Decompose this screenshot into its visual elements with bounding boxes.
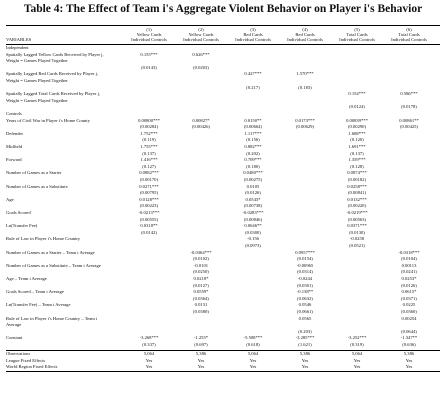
table-cell: (0.0130) [349, 229, 365, 235]
table-cell: 0.0546 [298, 302, 312, 308]
column-header-l1: Red Cards [295, 32, 315, 37]
table-row [6, 184, 440, 191]
table-cell: 0.709*** [244, 157, 262, 163]
table-cell: (0.00563) [348, 216, 366, 222]
table-cell: (0.0124) [349, 104, 365, 110]
table-cell: (0.0644) [401, 328, 417, 334]
table-cell: Yes [249, 357, 257, 363]
table-cell: (0.0364) [193, 295, 209, 301]
table-row [6, 276, 440, 283]
table-cell: 5,386 [299, 351, 311, 357]
table-cell: (0.0661) [297, 309, 313, 314]
table-cell: 0.0105 [246, 183, 260, 189]
top-rule [6, 25, 440, 26]
column-header-l2: Individual Controls [287, 37, 323, 42]
table-row [6, 98, 440, 105]
table-cell: (0.120) [350, 137, 364, 143]
table-cell: -0.138** [296, 289, 314, 295]
table-row [6, 111, 440, 118]
table-row [6, 351, 440, 358]
table-cell: (0.156) [246, 137, 260, 143]
table-cell: Yes [145, 364, 153, 370]
table-row [6, 137, 440, 144]
table-cell: -3.252*** [347, 335, 367, 341]
column-header-l1: Red Cards [243, 32, 263, 37]
table-cell: -0.00965 [296, 262, 314, 268]
table-cell: 0.427*** [244, 71, 262, 77]
table-row [6, 85, 440, 92]
table-cell: (0.0127) [193, 282, 209, 288]
table-cell: 0.0874*** [347, 170, 367, 176]
column-header-l2: Individual Controls [183, 37, 219, 42]
column-header-l1: Yellow Cards [136, 32, 162, 37]
table-row [6, 335, 440, 342]
table-cell: 0.154*** [348, 91, 366, 97]
table-cell: 1.755*** [140, 144, 158, 149]
column-header-num: (1) [146, 27, 152, 32]
table-cell: Yes [405, 357, 413, 363]
table-cell: Yes [405, 364, 413, 370]
table-cell: 1.416*** [140, 157, 158, 163]
table-cell: -0.0258 [349, 236, 365, 242]
column-header [230, 27, 276, 42]
table-row [6, 296, 440, 303]
table-cell: (0.00846) [244, 216, 262, 222]
table-cell: Yes [353, 357, 361, 363]
table-cell: 0.155*** [140, 51, 158, 57]
table-row [6, 45, 440, 52]
table-row [6, 157, 440, 164]
table-cell: -1.255* [193, 335, 209, 341]
row-label: Forward [6, 157, 22, 163]
table-row [6, 58, 440, 65]
table-cell: 0.0565 [298, 315, 312, 321]
row-label: Rule of Law in Player i's Home Country – Team i [6, 315, 98, 321]
table-row [6, 358, 440, 365]
table-cell: (0.00795) [140, 190, 158, 196]
table-cell: -0.0213*** [138, 210, 160, 215]
table-cell: (0.00290) [348, 124, 366, 130]
table-cell: (0.00170) [140, 177, 158, 182]
table-row [6, 256, 440, 263]
table-cell: 0.0271*** [139, 183, 159, 189]
table-cell: (0.0973) [245, 243, 261, 248]
table-cell: 0.0559* [193, 289, 209, 295]
table-cell: 0.0646** [244, 223, 262, 229]
table-row [6, 364, 440, 371]
header-row [6, 27, 440, 42]
table-cell: 0.0253* [401, 276, 417, 281]
table-row [6, 104, 440, 111]
table-row [6, 309, 440, 316]
table-row [6, 118, 440, 125]
table-cell: Yes [197, 364, 205, 370]
table-cell: (0.00555) [140, 216, 158, 222]
row-label: Number of Games as a Substitute [6, 183, 68, 189]
table-row [6, 210, 440, 217]
row-label: League Fixed Effects [6, 357, 46, 363]
table-cell: (0.00841) [348, 190, 366, 196]
table-cell: 0.0882*** [139, 170, 159, 176]
table-cell: (0.0126) [401, 282, 417, 288]
variables-label: VARIABLES [6, 37, 32, 42]
row-label: Spatially Lagged Yellow Cards Received by Player j, [6, 51, 104, 57]
row-label: Age [6, 196, 14, 202]
table-cell: Yes [353, 364, 361, 370]
column-header-l1: Total Cards [398, 32, 420, 37]
table-cell: 5,386 [195, 351, 207, 357]
table-cell: (0.00182) [348, 177, 366, 182]
table-cell: 0.00800*** [138, 117, 160, 123]
column-header-num: (4) [302, 27, 308, 32]
table-cell: 0.0258*** [347, 183, 367, 189]
table-row [6, 177, 440, 184]
table-cell: (0.00275) [244, 177, 262, 182]
table-cell: (0.137) [350, 150, 364, 156]
row-label: Midfield [6, 144, 23, 149]
table-cell: (0.0154) [297, 256, 313, 262]
table-row [6, 203, 440, 210]
column-header-l1: Yellow Cards [188, 32, 214, 37]
table-cell: (0.0314) [297, 269, 313, 275]
table-cell: -0.0101 [193, 262, 209, 268]
table-cell: (0.202) [246, 150, 260, 156]
row-label: Constant [6, 335, 23, 341]
table-cell: (0.636) [402, 342, 416, 347]
table-cell: (0.0126) [245, 190, 261, 196]
table-cell: -0.0219*** [346, 210, 368, 215]
table-row [6, 236, 440, 243]
row-label: Defender [6, 130, 24, 136]
table-cell: (0.697) [194, 342, 208, 347]
table-cell: Yes [197, 357, 205, 363]
table-cell: -0.0244 [297, 276, 313, 281]
column-header-l2: Individual Controls [235, 37, 271, 42]
row-label: Goals Scored – Team i Average [6, 289, 64, 295]
table-row [6, 71, 440, 78]
column-header [126, 27, 172, 42]
table-cell: (0.618) [246, 342, 260, 347]
table-cell: (0.0203) [193, 64, 209, 70]
table-cell: -3.268*** [139, 335, 159, 341]
table-cell: -3.285*** [295, 335, 315, 341]
row-label: Number of Games as a Substitute – Team i Average [6, 262, 101, 268]
table-cell: (0.0250) [193, 269, 209, 275]
table-cell: (0.203) [298, 328, 312, 334]
table-cell: -0.156 [247, 236, 259, 242]
table-cell: (0.0301) [297, 282, 313, 288]
bottom-rule [6, 371, 440, 372]
column-header-l2: Individual Controls [131, 37, 167, 42]
table-cell: 0.00839*** [346, 117, 368, 123]
table-row [6, 65, 440, 72]
table-cell: 1.570*** [296, 71, 314, 77]
row-label: Spatially Lagged Total Cards Received by Player j, [6, 91, 100, 97]
column-header-num: (3) [250, 27, 256, 32]
table-cell: (0.00223) [140, 203, 158, 209]
table-row [6, 170, 440, 177]
table-row [6, 263, 440, 270]
table-row [6, 131, 440, 138]
table-cell: 5,386 [403, 351, 415, 357]
table-cell: 1.688*** [348, 130, 366, 136]
column-header-num: (5) [354, 27, 360, 32]
table-cell: 0.0218* [193, 276, 209, 281]
row-label: Spatially Lagged Red Cards Received by Player j, [6, 71, 99, 77]
row-label: World Region Fixed Effects [6, 364, 58, 370]
table-cell: (0.0360) [401, 309, 417, 314]
table-cell: (0.180) [246, 163, 260, 169]
table-cell: (0.137) [142, 150, 156, 156]
table-cell: 0.00861** [399, 117, 419, 123]
table-cell: 0.00113 [401, 262, 417, 268]
table-cell: 0.0371*** [347, 223, 367, 229]
row-label: Average [6, 322, 22, 328]
table-cell: 0.0150** [244, 117, 262, 123]
table-row [6, 197, 440, 204]
table-cell: -0.0364*** [190, 249, 212, 255]
row-label: Rule of Law in Player i's Home Country [6, 236, 81, 242]
table-cell: (0.183) [298, 84, 312, 90]
table-cell: 0.882*** [244, 144, 262, 149]
table-cell: (0.128) [350, 163, 364, 169]
table-cell: 0.00254 [401, 315, 417, 321]
table-cell: (0.00425) [400, 124, 418, 130]
table-cell: (0.0178) [401, 104, 417, 110]
table-row [6, 329, 440, 336]
table-cell: 0.0128*** [139, 196, 159, 202]
column-header [178, 27, 224, 42]
table-cell: 0.586*** [400, 91, 418, 97]
row-label: Weight = Games Played Together [6, 97, 68, 103]
row-label: Number of Games as a Starter – Team i Average [6, 249, 95, 255]
row-label: Independent [6, 45, 29, 50]
table-cell: -1.347** [400, 335, 418, 341]
table-cell: Yes [249, 364, 257, 370]
table-row [6, 322, 440, 329]
table-cell: (0.0371) [401, 295, 417, 301]
table-cell: (1.621) [298, 342, 312, 347]
table-cell: (0.0142) [141, 229, 157, 235]
table-cell: 1.691*** [348, 144, 366, 149]
table-cell: 0.00827* [192, 117, 210, 123]
table-cell: (0.0143) [141, 64, 157, 70]
row-label: Goals Scored [6, 210, 31, 215]
table-cell: (0.00629) [296, 124, 314, 130]
column-header [386, 27, 432, 42]
table-cell: (0.337) [142, 342, 156, 347]
row-label: Weight = Games Played Together [6, 78, 68, 83]
table-row [6, 269, 440, 276]
table-cell: 1.117*** [244, 130, 262, 136]
table-cell: 0.0132*** [347, 196, 367, 202]
table-cell: 0.0318** [140, 223, 158, 229]
table-cell: 0.626*** [192, 51, 210, 57]
table-row [6, 302, 440, 309]
table-row [6, 250, 440, 257]
table-row [6, 52, 440, 59]
table-cell: Yes [301, 357, 309, 363]
table-title: Table 4: The Effect of Team i's Aggregate Violent Behavior on Player i's Behavior [23, 3, 423, 15]
table-cell: 0.0480*** [243, 170, 263, 176]
table-cell: 5,064 [247, 351, 259, 357]
table-cell: (0.00664) [244, 124, 262, 130]
table-cell: Yes [301, 364, 309, 370]
table-cell: (0.0102) [193, 256, 209, 262]
table-row [6, 283, 440, 290]
row-label: Years of Civil War in Player i's Home County [6, 117, 90, 123]
table-row [6, 223, 440, 230]
row-label: Observations [6, 351, 31, 357]
table-row [6, 151, 440, 158]
table-cell: 0.0131 [194, 302, 208, 308]
table-cell: 0.0957*** [295, 249, 315, 255]
table-row [6, 124, 440, 131]
table-cell: (0.00738) [244, 203, 262, 209]
table-cell: (0.00284) [140, 124, 158, 130]
column-header-num: (2) [198, 27, 204, 32]
table-cell: (0.00220) [348, 203, 366, 209]
table-cell: (0.00426) [192, 124, 210, 130]
table-row [6, 243, 440, 250]
table-row [6, 91, 440, 98]
table-cell: 1.359*** [348, 157, 366, 163]
column-header [282, 27, 328, 42]
column-header-num: (6) [406, 27, 412, 32]
row-label: Ln(Transfer Fee) [6, 223, 38, 229]
row-label: Ln(Transfer Fee) – Team i Average [6, 302, 71, 308]
table-cell: 0.0173*** [295, 117, 315, 123]
row-label: Age – Team i Average [6, 276, 47, 281]
table-cell: (0.0300) [245, 229, 261, 235]
table-cell: 0.0615* [401, 289, 417, 295]
table-cell: 0.0225 [402, 302, 416, 308]
column-header [334, 27, 380, 42]
column-header-l2: Individual Controls [391, 37, 427, 42]
table-row [6, 164, 440, 171]
table-cell: (0.0632) [297, 295, 313, 301]
table-row [6, 144, 440, 151]
table-cell: -5.508*** [243, 335, 263, 341]
table-cell: -0.0283*** [242, 210, 264, 215]
table-cell: (0.0104) [401, 256, 417, 262]
row-label: Controls [6, 111, 22, 116]
table-cell: 5,064 [351, 351, 363, 357]
table-row [6, 289, 440, 296]
table-row [6, 342, 440, 349]
column-header-l1: Total Cards [346, 32, 368, 37]
table-cell: (0.119) [142, 137, 156, 143]
table-cell: 1.752*** [140, 130, 158, 136]
table-cell: (0.127) [142, 163, 156, 169]
table-cell: 0.0543* [245, 196, 261, 202]
table-cell: (0.0521) [349, 243, 365, 248]
table-row [6, 78, 440, 85]
row-label: Number of Games as a Starter [6, 170, 62, 176]
table-cell: (0.0380) [193, 309, 209, 314]
table-row [6, 190, 440, 197]
table-row [6, 217, 440, 224]
table-cell: -0.0318*** [398, 249, 420, 255]
table-cell: (0.217) [246, 84, 260, 90]
table-row [6, 316, 440, 323]
table-cell: Yes [145, 357, 153, 363]
column-header-l2: Individual Controls [339, 37, 375, 42]
table-cell: (0.319) [350, 342, 364, 347]
table-cell: (0.0241) [401, 269, 417, 275]
row-label: Weight = Games Played Together [6, 58, 68, 64]
table-row [6, 230, 440, 237]
table-cell: 5,064 [143, 351, 155, 357]
